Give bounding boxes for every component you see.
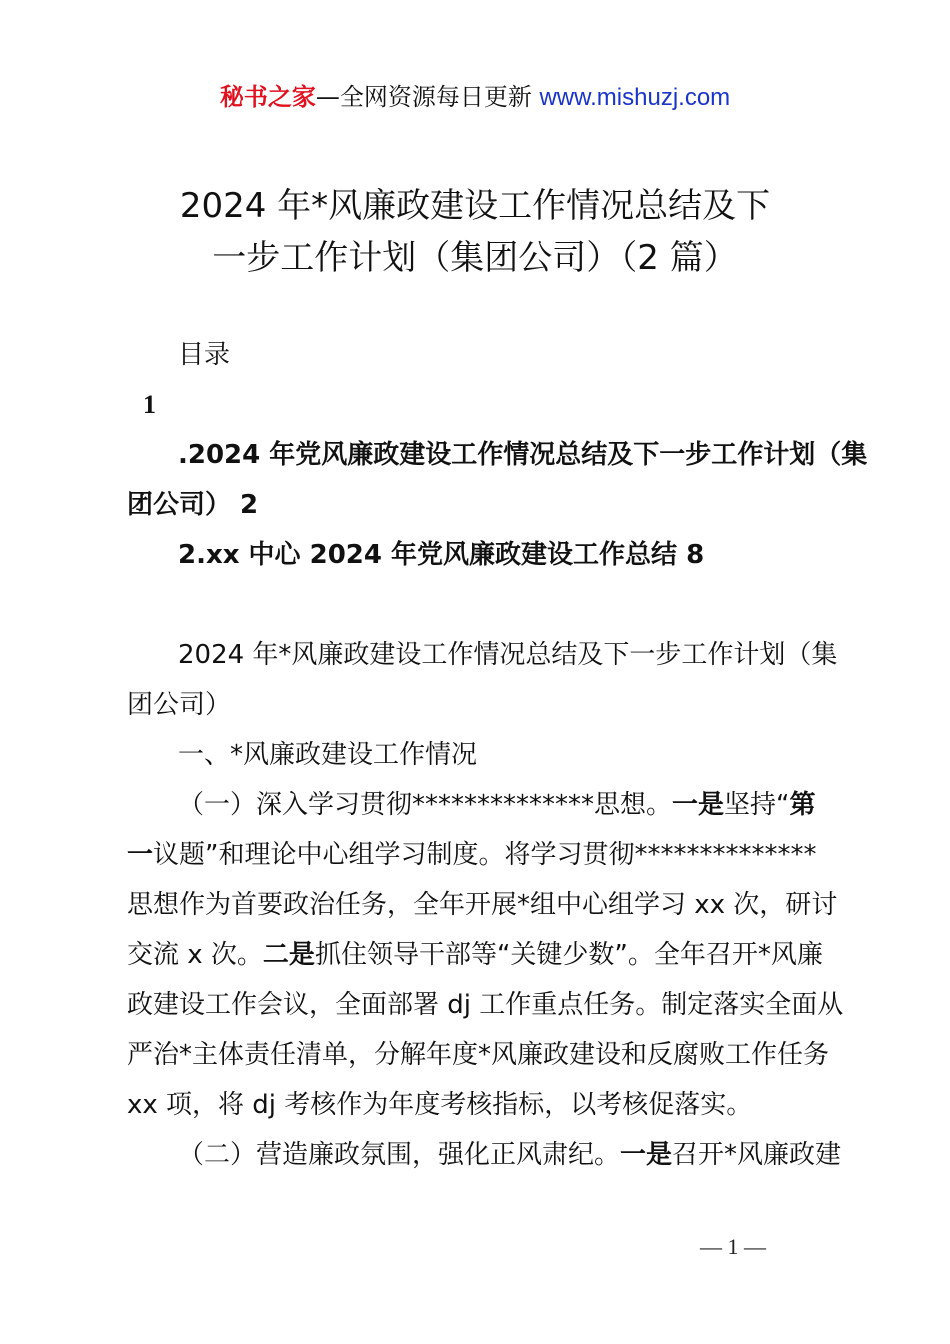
site-header (0, 80, 950, 115)
section-heading: 一、*风廉政建设工作情况 (178, 740, 478, 770)
toc-item-1-number: 1 (143, 390, 156, 419)
page-number: — 1 — (700, 1234, 766, 1259)
paragraph-1-text-4b: 抓住领导干部等“关键少数”。全年召开*风廉 (314, 940, 823, 970)
toc-heading: 目录 (178, 340, 231, 370)
paragraph-2-text: 召开*风廉政建 (672, 1140, 842, 1170)
emphasis-first: 一是 (672, 790, 725, 820)
paragraph-1-line-4 (127, 930, 833, 980)
toc-item-1-continued[interactable]: 团公司） 2 (127, 490, 259, 520)
site-url-link[interactable]: www.mishuzj.com (539, 84, 731, 111)
site-tagline: —全网资源每日更新 (315, 83, 540, 111)
doc-heading-line-2: 团公司） (127, 690, 232, 720)
toc-item-2[interactable]: 2.xx 中心 2024 年党风廉政建设工作总结 8 (178, 540, 705, 570)
paragraph-1-line-6: 严治*主体责任清单，分解年度*风廉政建设和反腐败工作任务 (127, 1040, 830, 1070)
toc-item-1[interactable]: .2024 年党风廉政建设工作情况总结及下一步工作计划（集 (178, 440, 868, 470)
emphasis-first-2: 一是 (620, 1140, 673, 1170)
paragraph-1-line-5: 政建设工作会议，全面部署 dj 工作重点任务。制定落实全面从 (127, 990, 844, 1020)
emphasis-yi: 一 (127, 840, 154, 870)
document-title (0, 180, 950, 284)
paragraph-2-line-1 (178, 1130, 842, 1180)
paragraph-1-line-7: xx 项，将 dj 考核作为年度考核指标，以考核促落实。 (127, 1090, 753, 1120)
doc-heading-line-1: 2024 年*风廉政建设工作情况总结及下一步工作计划（集 (178, 640, 838, 670)
title-line-1: 2024 年*风廉政建设工作情况总结及下 (179, 186, 771, 226)
paragraph-1-text-4a: 交流 x 次。 (127, 940, 263, 970)
paragraph-1-line-2 (127, 830, 833, 880)
paragraph-1-line-3: 思想作为首要政治任务，全年开展*组中心组学习 xx 次，研讨 (127, 890, 838, 920)
emphasis-second: 二是 (262, 940, 315, 970)
paragraph-1-line-1 (178, 780, 833, 830)
paragraph-1-text: 坚持“ (724, 790, 790, 820)
paragraph-1-prefix: （一）深入学习贯彻**************思想。 (178, 790, 673, 820)
paragraph-1-text-2: 议题”和理论中心组学习制度。将学习贯彻************** (153, 840, 817, 870)
title-line-2: 一步工作计划（集团公司）（2 篇） (212, 238, 738, 278)
emphasis-di: 第 (789, 790, 816, 820)
site-brand: 秘书之家 (219, 83, 316, 111)
paragraph-2-prefix: （二）营造廉政氛围，强化正风肃纪。 (178, 1140, 621, 1170)
